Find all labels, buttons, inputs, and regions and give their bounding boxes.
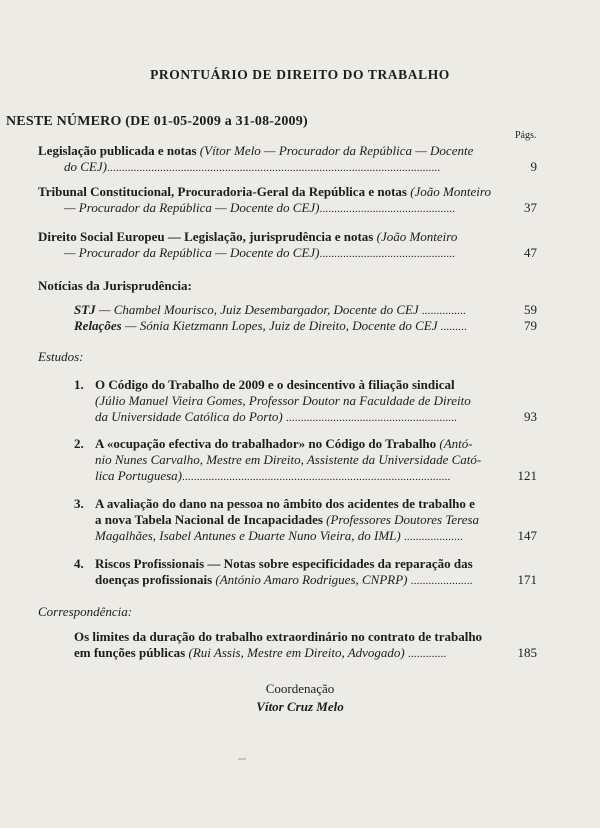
leader-dots: ..................... [410, 575, 473, 587]
leader-dots: .......................................................... [286, 412, 458, 424]
estudo-author-cont: nio Nunes Carvalho, Mestre em Direito, Assistente da Universidade Cató- [95, 452, 482, 467]
item-text: — Sónia Kietzmann Lopes, Juiz de Direito, Docente do CEJ [124, 318, 438, 333]
page-title: PRONTUÁRIO DE DIREITO DO TRABALHO [150, 67, 450, 82]
estudo-author: (António Amaro Rodrigues, CNPRP) [215, 572, 408, 587]
estudo-author-cont: da Universidade Católica do Porto) [95, 409, 283, 424]
court-label: Relações [74, 318, 122, 333]
toc-entry-tribunal-constitucional [38, 184, 491, 217]
correspondencia-title: Os limites da duração do trabalho extraordinário no contrato de trabalho [74, 629, 483, 644]
paper-mark [238, 758, 246, 760]
estudo-author: (Antó- [439, 436, 473, 451]
section-heading-correspondencia: Correspondência: [38, 604, 133, 619]
item-number: 2. [74, 436, 84, 451]
leader-dots: ............... [421, 305, 467, 317]
jurisprudencia-item-stj [74, 302, 466, 319]
correspondencia-author: (Rui Assis, Mestre em Direito, Advogado) [188, 645, 405, 660]
entry-page: 59 [524, 302, 537, 317]
estudo-author: (Professores Doutores Teresa [326, 512, 480, 527]
entry-title: Tribunal Constitucional, Procuradoria-Geral da República e notas [38, 184, 407, 199]
pages-column-label: Págs. [515, 130, 537, 141]
estudo-title: A avaliação do dano na pessoa no âmbito dos acidentes de trabalho e [95, 496, 475, 511]
leader-dots: ............. [408, 648, 447, 660]
estudo-title: O Código do Trabalho de 2009 e o desincentivo à filiação sindical [95, 377, 455, 392]
estudo-item-3 [95, 496, 479, 545]
toc-entry-direito-social-europeu [38, 229, 457, 262]
issue-heading: NESTE NÚMERO (DE 01-05-2009 a 31-08-2009) [6, 114, 308, 129]
estudo-author-cont: Magalhães, Isabel Antunes e Duarte Nuno Vieira, do IML) [95, 528, 401, 543]
entry-author: (João Monteiro [410, 184, 491, 199]
leader-dots: ........................................................................................... [182, 471, 451, 483]
item-text: — Chambel Mourisco, Juiz Desembargador, Docente do CEJ [98, 302, 419, 317]
entry-author-cont: do CEJ) [64, 159, 107, 174]
entry-page: 171 [517, 572, 537, 587]
entry-author: (João Monteiro [376, 229, 458, 244]
entry-page: 79 [524, 318, 537, 333]
estudo-title-cont: doenças profissionais [95, 572, 213, 587]
estudo-item-4 [95, 556, 473, 589]
correspondencia-item [74, 629, 482, 662]
toc-entry-legislacao [38, 143, 473, 176]
leader-dots: .................... [403, 531, 463, 543]
entry-title: Direito Social Europeu — Legislação, jurisprudência e notas [38, 229, 374, 244]
leader-dots: ................................................................................................................. [106, 162, 441, 174]
estudo-title: A «ocupação efectiva do trabalhador» no Código do Trabalho [95, 436, 437, 451]
item-number: 1. [74, 377, 84, 392]
coordinator-name: Vítor Cruz Melo [256, 699, 344, 714]
entry-title: Legislação publicada e notas [38, 143, 197, 158]
entry-page: 121 [517, 468, 537, 483]
item-number: 3. [74, 496, 84, 511]
court-label: STJ [74, 302, 96, 317]
section-heading-estudos: Estudos: [38, 349, 84, 364]
coordination-label: Coordenação [265, 681, 335, 696]
estudo-item-2 [95, 436, 481, 485]
estudo-title-cont: a nova Tabela Nacional de Incapacidades [95, 512, 323, 527]
estudo-author: (Júlio Manuel Vieira Gomes, Professor Doutor na Faculdade de Direito [95, 393, 471, 408]
entry-author-cont: — Procurador da República — Docente do CEJ) [64, 200, 320, 215]
entry-page: 147 [517, 528, 537, 543]
entry-author-cont: — Procurador da República — Docente do CEJ) [64, 245, 320, 260]
estudo-title: Riscos Profissionais — Notas sobre especificidades da reparação das [95, 556, 473, 571]
section-heading-jurisprudencia: Notícias da Jurisprudência: [38, 278, 192, 293]
entry-page: 185 [517, 645, 537, 660]
entry-page: 93 [524, 409, 537, 424]
entry-author: (Vítor Melo — Procurador da República — Docente [199, 143, 474, 158]
correspondencia-title-cont: em funções públicas [74, 645, 186, 660]
leader-dots: .............................................. [319, 248, 456, 260]
estudo-author-cont: lica Portuguesa) [95, 468, 183, 483]
leader-dots: ......... [440, 321, 468, 333]
entry-page: 37 [524, 200, 537, 215]
leader-dots: .............................................. [319, 203, 456, 215]
item-number: 4. [74, 556, 84, 571]
entry-page: 9 [530, 159, 537, 174]
entry-page: 47 [524, 245, 537, 260]
estudo-item-1 [95, 377, 471, 426]
jurisprudencia-item-relacoes [74, 318, 467, 335]
